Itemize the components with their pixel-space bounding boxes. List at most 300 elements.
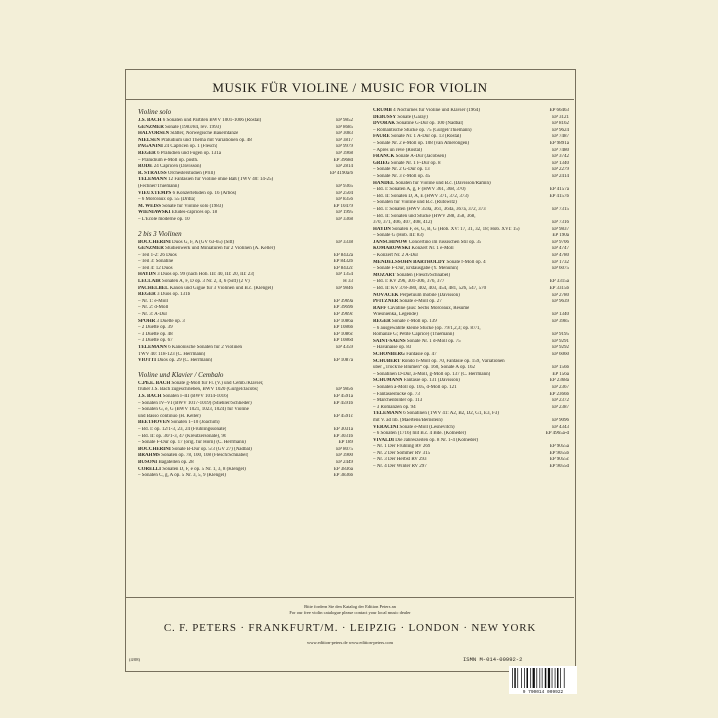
edition-number bbox=[350, 292, 353, 299]
composer-name: CORELLI bbox=[138, 466, 162, 472]
work-title: – Havanaise op. 83 bbox=[373, 345, 412, 351]
composer-name: SAINT-SAËNS bbox=[373, 338, 406, 344]
catalog-entry bbox=[138, 144, 353, 151]
catalog-entry bbox=[138, 447, 353, 454]
barcode-bar bbox=[560, 668, 561, 688]
entry-title bbox=[138, 292, 190, 299]
composer-name: PAGANINI bbox=[138, 144, 163, 150]
work-title: Duos G, F, A (GV 63-65) (Sitt) bbox=[172, 239, 235, 245]
work-title: Sonaten I–III (BWV 1014-1016) bbox=[162, 393, 229, 399]
entry-title bbox=[138, 246, 275, 253]
edition-number: EP 3315b bbox=[549, 286, 569, 292]
catalog-entry bbox=[138, 204, 353, 211]
barcode-bar bbox=[555, 668, 556, 688]
work-title: 6 Präludien und Fugen op. 131a bbox=[157, 150, 221, 156]
entry-title bbox=[373, 200, 457, 207]
catalog-entry bbox=[138, 352, 353, 359]
composer-name: TELEMANN bbox=[373, 411, 402, 417]
entry-title bbox=[138, 131, 238, 138]
catalog-entry bbox=[138, 253, 353, 260]
work-title: Bagatellen op. 28 bbox=[158, 459, 194, 465]
work-title: Etudes-caprices op. 18 bbox=[171, 210, 218, 216]
edition-number bbox=[350, 407, 353, 414]
composer-name: TELEMANN bbox=[138, 345, 167, 350]
catalog-entry bbox=[373, 260, 569, 267]
work-title: – Bd. I: op. 12/1-3, 23, 24 (Frühlingssonate) bbox=[138, 426, 227, 432]
catalog-entry bbox=[138, 118, 353, 125]
catalog-entry bbox=[373, 405, 569, 412]
entry-title bbox=[138, 440, 246, 447]
composer-name: DEBUSSY bbox=[373, 114, 397, 120]
entry-title bbox=[373, 273, 450, 280]
edition-number: EP 3968 bbox=[336, 150, 353, 156]
work-title: Sonate A-Dur (Jacobsen) bbox=[395, 154, 446, 160]
composer-name: BUSONI bbox=[138, 459, 158, 465]
composer-name: WIENIAWSKI bbox=[138, 210, 171, 216]
work-title: 6 Konzertetüden op. 16 (Arbós) bbox=[172, 190, 237, 196]
barcode-bar bbox=[512, 668, 513, 688]
entry-title bbox=[138, 138, 252, 145]
entry-title bbox=[373, 154, 446, 161]
edition-number: EP 9292 bbox=[552, 345, 569, 351]
edition-number: EP 9856 bbox=[336, 387, 353, 393]
catalog-entry bbox=[138, 184, 353, 191]
entry-title bbox=[138, 427, 226, 434]
entry-title bbox=[138, 312, 167, 319]
entry-title bbox=[373, 253, 418, 260]
edition-number: EP 9055b bbox=[549, 450, 569, 456]
entry-title bbox=[373, 398, 422, 405]
catalog-entry bbox=[138, 381, 353, 388]
catalog-entry bbox=[373, 134, 569, 141]
entry-title bbox=[138, 253, 177, 260]
entry-title bbox=[138, 191, 236, 198]
catalog-entry bbox=[138, 210, 353, 217]
entry-title bbox=[373, 438, 478, 445]
work-title: – Sonate F-Dur, Erstausgabe (Y. Menuhin) bbox=[373, 266, 459, 272]
composer-name: BRAHMS bbox=[138, 453, 160, 459]
composer-name: FAURÉ bbox=[373, 134, 390, 140]
entry-title bbox=[373, 134, 461, 141]
work-title: Concertino im russischen Stil op. 35 bbox=[408, 239, 482, 245]
edition-number: EP 1354 bbox=[336, 272, 353, 278]
website-line: www.edition-peters.de www.edition-peters.com bbox=[306, 640, 394, 645]
barcode-bar bbox=[527, 668, 529, 688]
catalog-entry bbox=[373, 246, 569, 253]
catalog-entry bbox=[373, 312, 569, 319]
entry-title bbox=[138, 325, 173, 332]
catalog-entry bbox=[138, 197, 353, 204]
entry-title bbox=[373, 411, 499, 418]
work-title: Sonate für Violine solo (1983) bbox=[162, 203, 223, 209]
edition-number: EP 2367 bbox=[552, 384, 569, 390]
edition-number: EP 9852 bbox=[336, 118, 353, 123]
entry-title bbox=[373, 161, 441, 168]
entry-title bbox=[373, 359, 505, 366]
catalog-entry bbox=[373, 306, 569, 313]
composer-name: GRIEG bbox=[373, 160, 390, 166]
entry-title bbox=[373, 141, 469, 148]
catalog-entry bbox=[373, 345, 569, 352]
work-title: 6 Kanonische Sonaten für 2 Violinen bbox=[168, 345, 243, 350]
edition-number: EP 3836b bbox=[333, 473, 353, 479]
edition-number bbox=[350, 420, 353, 427]
composer-name: SPOHR bbox=[138, 318, 156, 324]
catalog-entry bbox=[138, 272, 353, 279]
catalog-entry bbox=[138, 338, 353, 345]
edition-number: EP 9639 bbox=[552, 299, 569, 305]
catalog-entry bbox=[373, 392, 569, 399]
entry-title bbox=[138, 164, 201, 171]
work-title: – Nr. 1: e-Moll bbox=[138, 298, 168, 304]
work-title: Sonate (Garay) bbox=[397, 114, 428, 120]
edition-number: EP 9891a bbox=[549, 140, 569, 146]
edition-number: EP 10479 bbox=[333, 203, 353, 209]
edition-number: EP 7480 bbox=[552, 147, 569, 153]
catalog-entry bbox=[138, 387, 353, 394]
barcode-bar bbox=[564, 668, 565, 688]
entry-title bbox=[373, 385, 457, 392]
catalog-entry bbox=[373, 187, 569, 194]
work-title: Perpetuum mobile (Davisson) bbox=[399, 292, 460, 298]
edition-number bbox=[566, 181, 569, 188]
catalog-entry bbox=[373, 378, 569, 385]
catalog-entry bbox=[373, 339, 569, 346]
edition-number bbox=[566, 326, 569, 333]
catalog-entry bbox=[373, 444, 569, 451]
composer-name: HAYDN bbox=[138, 272, 156, 278]
catalog-entry bbox=[138, 440, 353, 447]
edition-number: EP 4747 bbox=[552, 246, 569, 252]
entry-title bbox=[138, 118, 261, 125]
entry-title bbox=[138, 394, 228, 401]
work-title: 12 Fantasien für Violine ohne Baß (TWV 40: 14-25) bbox=[168, 177, 274, 183]
edition-number: EP 4965a-d bbox=[545, 431, 569, 437]
entry-title bbox=[138, 381, 263, 388]
entry-title bbox=[138, 171, 215, 178]
right-column bbox=[373, 108, 569, 471]
barcode-bar bbox=[514, 668, 516, 688]
catalog-entry bbox=[373, 326, 569, 333]
work-title: Sonate (1983/84, rev. 1993) bbox=[165, 124, 221, 130]
edition-number: EP 3836a bbox=[333, 466, 353, 472]
edition-number: EP 8432a bbox=[333, 252, 353, 258]
work-title: – Teil 3: Sonatine bbox=[138, 259, 174, 265]
catalog-entry bbox=[373, 359, 569, 366]
catalog-entry bbox=[373, 286, 569, 293]
edition-number: EP 4780 bbox=[552, 253, 569, 259]
edition-number: EP 3900 bbox=[336, 453, 353, 459]
work-title: 3 Duette op. 3 bbox=[156, 318, 185, 324]
entry-title bbox=[373, 306, 469, 313]
edition-number: EP 8356 bbox=[336, 197, 353, 203]
barcode-bar bbox=[524, 668, 525, 688]
work-title: Die Jahreszeiten op. 8 Nr. 1-4 (Kolneder) bbox=[395, 437, 479, 443]
edition-number: EP 2449 bbox=[336, 459, 353, 465]
edition-number: EP 9096 bbox=[552, 417, 569, 423]
section-heading: Violine und Klavier / Cembalo bbox=[138, 370, 224, 379]
edition-number: EP 3817 bbox=[336, 137, 353, 143]
composer-name: VIVALDI bbox=[373, 437, 395, 443]
catalog-entry bbox=[138, 266, 353, 273]
composer-name: SCHÖNBERG bbox=[373, 351, 405, 357]
publisher-line: C. F. PETERS · FRANKFURT/M. · LEIPZIG · LONDON · NEW YORK bbox=[163, 622, 537, 634]
work-title: Sonate Nr. 1 d-Moll op. 75 bbox=[406, 338, 461, 344]
work-title: Sonaten 1–10 (Joachim) bbox=[170, 420, 220, 426]
work-title: – Sonate Nr. 2 e-Moll op. 108 (van Amerongen) bbox=[373, 140, 470, 146]
composer-name: TELEMANN bbox=[138, 177, 167, 183]
catalog-entry bbox=[373, 220, 569, 227]
barcode-bar bbox=[539, 668, 540, 688]
entry-title bbox=[138, 401, 252, 408]
catalog-entry bbox=[373, 207, 569, 214]
entry-title bbox=[373, 392, 420, 399]
entry-title bbox=[373, 365, 475, 372]
edition-number: EP 2279 bbox=[552, 167, 569, 173]
entry-title bbox=[373, 167, 430, 174]
entry-title bbox=[138, 358, 212, 365]
catalog-entry bbox=[373, 418, 569, 425]
work-title: – Fantasiestücke op. 73 bbox=[373, 391, 420, 397]
entry-title bbox=[138, 197, 195, 204]
barcode bbox=[509, 666, 577, 694]
edition-number: EP 9195 bbox=[552, 332, 569, 338]
work-title: (Fechner/Thiemann) bbox=[138, 183, 180, 189]
work-title: Sonatine G-Dur op. 100 (Nadbal) bbox=[396, 121, 464, 127]
section-heading: 2 bis 3 Violinen bbox=[138, 229, 182, 238]
composer-name: CRUMB bbox=[373, 108, 392, 113]
work-title: – Romantische Stücke op. 75 (Gurgel/Thiemann) bbox=[373, 127, 472, 133]
work-title: Konzert Nr. 1 e-Moll bbox=[411, 246, 454, 252]
work-title: – Sonaten IV–VI (BWV 1017-1019) (Stiehler/Schlieder) bbox=[138, 400, 252, 406]
entry-title bbox=[138, 177, 273, 184]
composer-name: PACHELBEL bbox=[138, 285, 169, 291]
catalog-entry bbox=[373, 121, 569, 128]
work-title: Orchesterstudien (Prill) bbox=[167, 170, 215, 176]
composer-name: SCHUBERT bbox=[373, 358, 401, 364]
work-title: Fantasie op. 131 (Davisson) bbox=[403, 378, 460, 384]
catalog-entry bbox=[138, 259, 353, 266]
edition-number: EP 9365 bbox=[336, 183, 353, 189]
entry-title bbox=[373, 121, 463, 128]
edition-number: EP 4343 bbox=[552, 424, 569, 430]
catalog-entry bbox=[138, 151, 353, 158]
edition-number bbox=[566, 411, 569, 418]
work-title: Duos op. 29 (C. Herrmann) bbox=[157, 358, 213, 364]
edition-number: EP 4591c bbox=[333, 413, 353, 419]
catalog-entry bbox=[138, 305, 353, 312]
entry-title bbox=[373, 418, 443, 425]
barcode-bar bbox=[517, 668, 518, 688]
catalog-entry bbox=[373, 214, 569, 221]
entry-title bbox=[138, 453, 248, 460]
work-title: mit V. ad lib. (Maertens/Bernstein) bbox=[373, 417, 443, 423]
catalog-entry bbox=[373, 200, 569, 207]
catalog-entry bbox=[138, 325, 353, 332]
catalog-entry bbox=[373, 464, 569, 471]
edition-number: EP 189 bbox=[338, 440, 353, 446]
edition-number: EP 9624 bbox=[552, 127, 569, 133]
section-heading: Violine solo bbox=[138, 108, 172, 116]
composer-name: REGER bbox=[138, 150, 156, 156]
work-title: – Nr. 3 Der Herbst RV 293 bbox=[373, 457, 427, 463]
page-title: MUSIK FÜR VIOLINE / MUSIC FOR VIOLIN bbox=[212, 80, 488, 95]
work-title: Sonate Nr. 1 F-Dur op. 8 bbox=[390, 160, 441, 166]
work-title: Sonate e-Moll (Lesnevitch) bbox=[399, 424, 455, 430]
entry-title bbox=[138, 447, 252, 454]
work-title: 370, 371, 406, 407, 408, 412) bbox=[373, 220, 433, 226]
barcode-bar bbox=[536, 668, 537, 688]
composer-name: VIEUXTEMPS bbox=[138, 190, 172, 196]
edition-number: EP 156b bbox=[552, 365, 569, 371]
edition-number: EP 3969a bbox=[333, 298, 353, 304]
catalog-entry bbox=[373, 425, 569, 432]
entry-title bbox=[373, 246, 454, 253]
composer-name: M. WEISS bbox=[138, 203, 161, 209]
work-title: Sonate f-Moll op. 4 bbox=[446, 259, 486, 265]
entry-title bbox=[373, 233, 424, 240]
composer-name: VERACINI bbox=[373, 424, 399, 430]
composer-name: GENZMER bbox=[138, 124, 164, 130]
work-title: – Nr. 1 Der Frühling RV 269 bbox=[373, 444, 431, 450]
entry-title bbox=[138, 467, 246, 474]
entry-title bbox=[138, 240, 234, 247]
footer-rule bbox=[126, 597, 574, 598]
catalog-entry bbox=[138, 312, 353, 319]
edition-number: EP 7316 bbox=[552, 220, 569, 226]
entry-title bbox=[373, 174, 430, 181]
catalog-entry bbox=[373, 108, 569, 115]
work-title: – Sonate F-Dur op. 17 (orig. für Horn) (C. Herrmann) bbox=[138, 440, 246, 446]
left-column bbox=[138, 108, 353, 480]
work-title: – 6 ausgewählte kleine Stücke (op. 79/1,2,3; op. 87/1, bbox=[373, 325, 481, 331]
catalog-entry bbox=[373, 141, 569, 148]
work-title: und Basso continuo (H. Keller) bbox=[138, 413, 201, 419]
entry-title bbox=[373, 312, 418, 319]
work-title: – Bd. II: KV 378-380, 402, 403, 454, 481, 526, 547, 570 bbox=[373, 286, 487, 292]
catalog-entry bbox=[373, 365, 569, 372]
edition-number: EP 66463 bbox=[549, 108, 569, 113]
edition-number: EP 190a bbox=[552, 233, 569, 239]
work-title: Rondo h-Moll op. 70, Fantasie op. 159, Variationen bbox=[401, 358, 505, 364]
catalog-entry bbox=[373, 253, 569, 260]
entry-title bbox=[138, 338, 173, 345]
entry-title bbox=[138, 204, 223, 211]
work-title: Kanon und Gigue für 3 Violinen und B.c. (Klengel) bbox=[169, 285, 273, 291]
work-title: – Teil 1-2: 26 Duos bbox=[138, 252, 177, 258]
catalog-entry bbox=[138, 217, 353, 224]
catalog-entry bbox=[138, 138, 353, 145]
catalog-entry bbox=[373, 352, 569, 359]
catalog-entry bbox=[138, 171, 353, 178]
catalog-entry bbox=[138, 240, 353, 247]
composer-name: PFITZNER bbox=[373, 299, 399, 305]
catalog-entry bbox=[373, 128, 569, 135]
edition-number: EP 1340 bbox=[552, 160, 569, 166]
catalog-entry bbox=[138, 453, 353, 460]
work-title: Präludium und Thema mit Variationen op. 48 bbox=[161, 137, 252, 143]
entry-title bbox=[373, 108, 480, 115]
composer-name: HAYDN bbox=[373, 226, 391, 232]
catalog-entry bbox=[138, 279, 353, 286]
work-title: Fantasie op. 47 bbox=[406, 351, 437, 357]
catalog-entry bbox=[373, 431, 569, 438]
edition-number: EP 4157a bbox=[549, 187, 569, 193]
edition-number: EP 6060 bbox=[552, 351, 569, 357]
barcode-bar bbox=[545, 668, 547, 688]
composer-name: MENDELSSOHN BARTHOLDY bbox=[373, 259, 446, 265]
work-title: – 3 Duette op. 48 bbox=[138, 331, 173, 337]
catalog-entry bbox=[373, 332, 569, 339]
work-title: – Bd. II: Sonaten und Stücke (HWV 288, 358, 368, bbox=[373, 213, 476, 219]
entry-title bbox=[138, 272, 254, 279]
entry-title bbox=[138, 279, 250, 286]
edition-number: EP 8162 bbox=[552, 121, 569, 127]
edition-number bbox=[350, 352, 353, 359]
catalog-entry bbox=[373, 299, 569, 306]
edition-number: EP 4190a/b bbox=[329, 170, 353, 176]
entry-title bbox=[138, 460, 194, 467]
composer-name: FRANCK bbox=[373, 154, 395, 160]
entry-title bbox=[138, 144, 217, 151]
work-title: früher J.S. Bach zugeschrieben, BWV 1020 (Gurgel/Jacobs) bbox=[138, 387, 259, 393]
catalog-entry bbox=[373, 293, 569, 300]
barcode-number: 9 790014 009922 bbox=[522, 690, 564, 694]
edition-number: EP 1340 bbox=[552, 312, 569, 318]
edition-number: EP 2368a bbox=[549, 378, 569, 384]
edition-number: EP 2372 bbox=[552, 398, 569, 404]
edition-number bbox=[350, 246, 353, 253]
catalog-entry bbox=[138, 191, 353, 198]
barcode-bar bbox=[552, 668, 553, 688]
work-title: – Sonaten G, e, G (BWV 1021, 1023, 1024) für Violine bbox=[138, 407, 249, 413]
catalog-entry bbox=[373, 227, 569, 234]
entry-title bbox=[373, 266, 458, 273]
edition-number: EP 2414 bbox=[552, 173, 569, 179]
composer-name: REGER bbox=[373, 319, 391, 324]
edition-number: EP 3121 bbox=[552, 114, 569, 120]
edition-number: EP 9706 bbox=[552, 239, 569, 245]
edition-number: H 33 bbox=[343, 279, 353, 285]
catalog-entry bbox=[138, 319, 353, 326]
work-title: – 3 Romanzen op. 94 bbox=[373, 404, 416, 410]
catalog-entry bbox=[373, 266, 569, 273]
work-title: – 6 Morceaux op. 55 (Drdla) bbox=[138, 197, 196, 203]
edition-number bbox=[566, 214, 569, 221]
entry-title bbox=[373, 148, 422, 155]
catalog-entry bbox=[138, 158, 353, 165]
entry-title bbox=[138, 286, 273, 293]
entry-title bbox=[373, 378, 460, 385]
composer-name: LECLAIR bbox=[138, 279, 161, 285]
catalog-entry bbox=[138, 420, 353, 427]
work-title: – Märchenbilder op. 113 bbox=[373, 398, 423, 404]
entry-title bbox=[373, 299, 442, 306]
catalog-entry bbox=[373, 161, 569, 168]
edition-number: EP 8685 bbox=[336, 124, 353, 130]
work-title: – Teil 4: 12 Duos bbox=[138, 265, 173, 271]
work-title: Sonate g-Moll für Fl. (V.) und Cemb./Klavier, bbox=[171, 380, 264, 386]
edition-number: EP 9837 bbox=[552, 226, 569, 232]
work-title: über „Trock'ne Blumen“ op. 160, Sonate A op. 162 bbox=[373, 365, 475, 371]
entry-title bbox=[373, 187, 466, 194]
edition-number: EP 1087a bbox=[333, 358, 353, 364]
work-title: – 2 Duette op. 39 bbox=[138, 325, 173, 331]
work-title: 24 Capricen (Davisson) bbox=[153, 164, 202, 170]
entry-title bbox=[373, 444, 430, 451]
work-title: Sonaten (Flesch/Schnabel) bbox=[396, 272, 451, 278]
entry-title bbox=[138, 266, 173, 273]
